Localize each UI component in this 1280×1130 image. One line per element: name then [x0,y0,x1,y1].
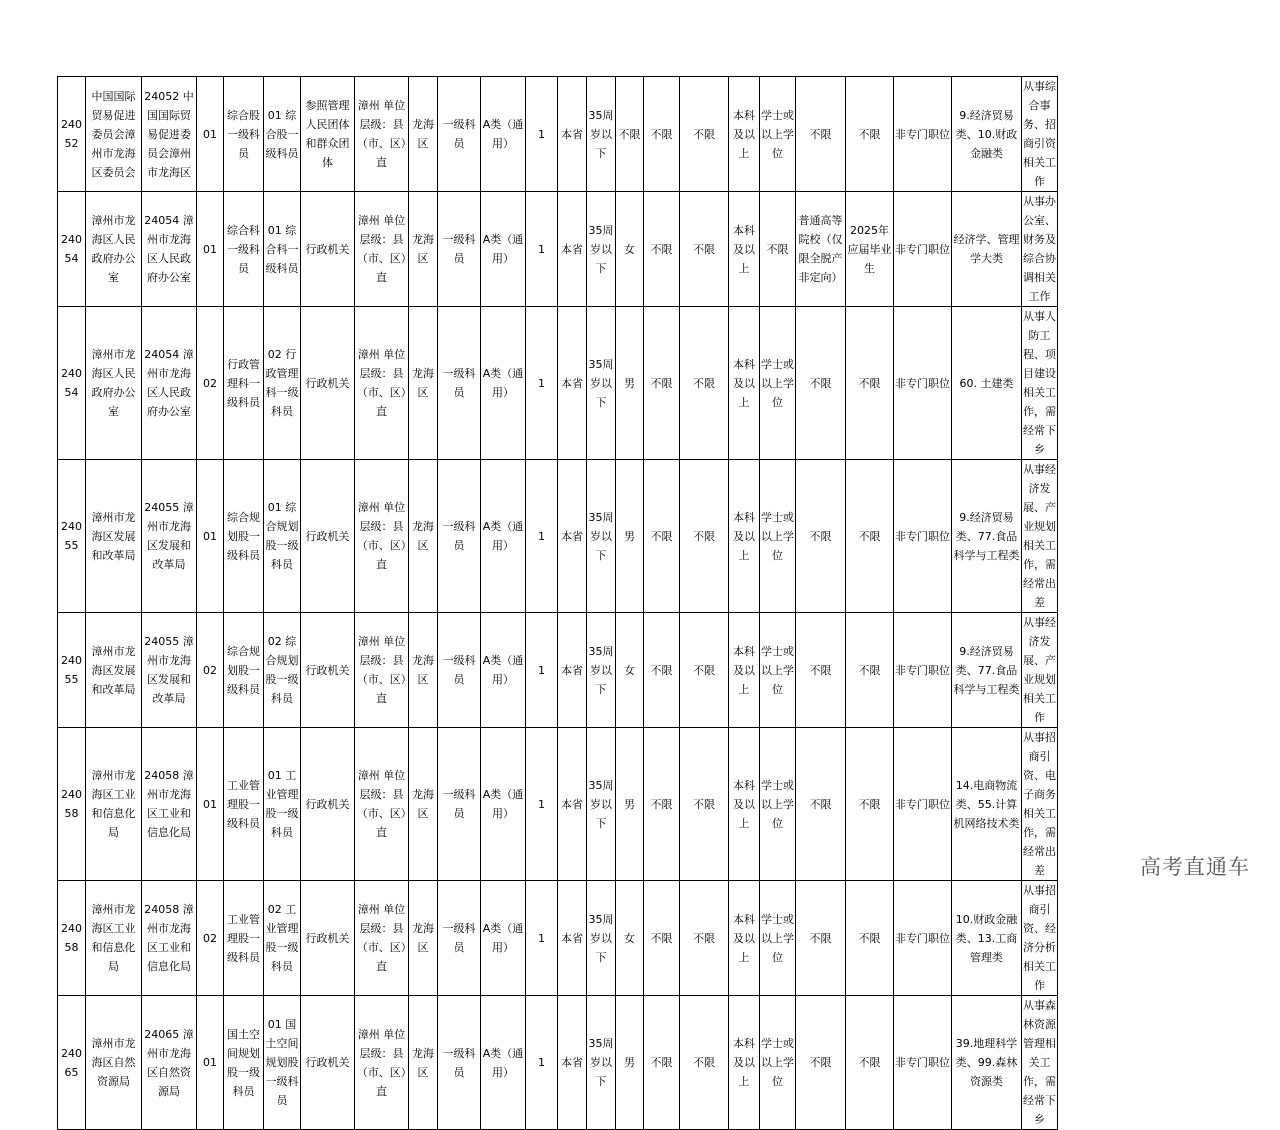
cell-gender: 不限 [616,77,644,192]
cell-political: 不限 [680,728,729,881]
cell-area: 龙海区 [409,881,438,996]
cell-education: 本科及以上 [729,77,760,192]
cell-count: 1 [526,613,558,728]
cell-code: 24054 [58,192,86,307]
cell-area: 龙海区 [409,996,438,1130]
cell-org: 漳州市龙海区人民政府办公室 [86,307,142,460]
cell-major: 9.经济贸易类、77.食品科学与工程类 [952,460,1022,613]
cell-major: 经济学、管理学大类 [952,192,1022,307]
cell-education: 本科及以上 [729,728,760,881]
cell-seq: 02 [197,613,224,728]
cell-post-code: 01 国土空间规划股一级科员 [264,996,301,1130]
table-row [58,728,1058,881]
cell-org: 中国国际贸易促进委员会漳州市龙海区委员会 [86,77,142,192]
cell-duty: 从事人防工程、项目建设相关工作，需经常下乡 [1022,307,1058,460]
cell-count: 1 [526,307,558,460]
cell-org: 漳州市龙海区发展和改革局 [86,460,142,613]
cell-major: 14.电商物流类、55.计算机网络技术类 [952,728,1022,881]
cell-post-type: 非专门职位 [894,881,952,996]
cell-rank: 一级科员 [438,192,481,307]
cell-seq: 01 [197,460,224,613]
cell-level: 漳州 单位层级：县（市、区）直 [355,192,409,307]
cell-level: 漳州 单位层级：县（市、区）直 [355,307,409,460]
cell-nature: 行政机关 [301,728,355,881]
cell-scope: 本省 [558,460,587,613]
cell-post-code: 02 综合规划股一级科员 [264,613,301,728]
cell-age: 35周岁以下 [587,728,616,881]
cell-age: 35周岁以下 [587,996,616,1130]
cell-count: 1 [526,728,558,881]
cell-ethnic: 不限 [644,613,680,728]
cell-duty: 从事森林资源管理相关工作，需经常下乡 [1022,996,1058,1130]
cell-org: 漳州市龙海区工业和信息化局 [86,728,142,881]
cell-ethnic: 不限 [644,881,680,996]
cell-post-type: 非专门职位 [894,307,952,460]
cell-post-code: 01 综合科一级科员 [264,192,301,307]
cell-scope: 本省 [558,307,587,460]
cell-source: 不限 [796,460,846,613]
table-row [58,460,1058,613]
cell-age: 35周岁以下 [587,192,616,307]
cell-ethnic: 不限 [644,307,680,460]
cell-post: 综合规划股一级科员 [224,460,264,613]
cell-special: 不限 [846,881,894,996]
cell-org: 漳州市龙海区发展和改革局 [86,613,142,728]
cell-count: 1 [526,77,558,192]
cell-degree: 学士或以上学位 [760,77,796,192]
cell-special: 2025年应届毕业生 [846,192,894,307]
cell-scope: 本省 [558,881,587,996]
cell-nature: 行政机关 [301,613,355,728]
cell-major: 9.经济贸易类、10.财政金融类 [952,77,1022,192]
cell-level: 漳州 单位层级：县（市、区）直 [355,996,409,1130]
cell-category: A类（通用） [481,460,526,613]
cell-area: 龙海区 [409,77,438,192]
cell-seq: 01 [197,77,224,192]
cell-count: 1 [526,881,558,996]
cell-degree: 学士或以上学位 [760,728,796,881]
cell-nature: 行政机关 [301,996,355,1130]
cell-gender: 女 [616,192,644,307]
cell-degree: 学士或以上学位 [760,881,796,996]
cell-major: 9.经济贸易类、77.食品科学与工程类 [952,613,1022,728]
cell-unit: 24058 漳州市龙海区工业和信息化局 [142,728,197,881]
cell-ethnic: 不限 [644,460,680,613]
cell-special: 不限 [846,996,894,1130]
cell-education: 本科及以上 [729,613,760,728]
cell-major: 60. 土建类 [952,307,1022,460]
cell-unit: 24052 中国国际贸易促进委员会漳州市龙海区 [142,77,197,192]
cell-nature: 参照管理人民团体和群众团体 [301,77,355,192]
cell-unit: 24065 漳州市龙海区自然资源局 [142,996,197,1130]
cell-rank: 一级科员 [438,613,481,728]
cell-count: 1 [526,996,558,1130]
table-row [58,192,1058,307]
cell-code: 24065 [58,996,86,1130]
cell-category: A类（通用） [481,881,526,996]
cell-post: 国土空间规划股一级科员 [224,996,264,1130]
cell-scope: 本省 [558,192,587,307]
cell-scope: 本省 [558,728,587,881]
cell-degree: 学士或以上学位 [760,307,796,460]
cell-political: 不限 [680,881,729,996]
table-row [58,613,1058,728]
cell-seq: 02 [197,307,224,460]
cell-area: 龙海区 [409,460,438,613]
cell-education: 本科及以上 [729,192,760,307]
cell-unit: 24055 漳州市龙海区发展和改革局 [142,613,197,728]
cell-special: 不限 [846,728,894,881]
cell-degree: 学士或以上学位 [760,613,796,728]
cell-count: 1 [526,192,558,307]
cell-source: 不限 [796,307,846,460]
cell-source: 不限 [796,77,846,192]
cell-nature: 行政机关 [301,881,355,996]
cell-category: A类（通用） [481,613,526,728]
cell-major: 39.地理科学类、99.森林资源类 [952,996,1022,1130]
cell-special: 不限 [846,77,894,192]
cell-ethnic: 不限 [644,996,680,1130]
cell-political: 不限 [680,192,729,307]
cell-source: 普通高等院校（仅限全脱产非定向） [796,192,846,307]
cell-rank: 一级科员 [438,996,481,1130]
cell-age: 35周岁以下 [587,77,616,192]
cell-nature: 行政机关 [301,192,355,307]
cell-political: 不限 [680,77,729,192]
cell-level: 漳州 单位层级：县（市、区）直 [355,460,409,613]
cell-post-type: 非专门职位 [894,192,952,307]
cell-post: 工业管理股一级科员 [224,728,264,881]
cell-code: 24055 [58,613,86,728]
cell-political: 不限 [680,460,729,613]
cell-rank: 一级科员 [438,307,481,460]
cell-degree: 不限 [760,192,796,307]
cell-ethnic: 不限 [644,77,680,192]
cell-post-type: 非专门职位 [894,996,952,1130]
cell-post-code: 01 综合规划股一级科员 [264,460,301,613]
cell-unit: 24055 漳州市龙海区发展和改革局 [142,460,197,613]
table-row [58,881,1058,996]
cell-political: 不限 [680,996,729,1130]
cell-duty: 从事办公室、财务及综合协调相关工作 [1022,192,1058,307]
cell-unit: 24054 漳州市龙海区人民政府办公室 [142,307,197,460]
cell-special: 不限 [846,460,894,613]
cell-post: 综合股一级科员 [224,77,264,192]
cell-org: 漳州市龙海区人民政府办公室 [86,192,142,307]
cell-age: 35周岁以下 [587,881,616,996]
cell-scope: 本省 [558,613,587,728]
cell-scope: 本省 [558,996,587,1130]
cell-gender: 男 [616,460,644,613]
cell-source: 不限 [796,728,846,881]
cell-post-code: 02 行政管理科一级科员 [264,307,301,460]
cell-area: 龙海区 [409,613,438,728]
cell-category: A类（通用） [481,77,526,192]
cell-code: 24055 [58,460,86,613]
cell-post: 行政管理科一级科员 [224,307,264,460]
cell-seq: 02 [197,881,224,996]
cell-nature: 行政机关 [301,460,355,613]
cell-rank: 一级科员 [438,460,481,613]
cell-area: 龙海区 [409,307,438,460]
cell-gender: 女 [616,613,644,728]
cell-seq: 01 [197,728,224,881]
cell-code: 24052 [58,77,86,192]
cell-post-type: 非专门职位 [894,728,952,881]
cell-post: 工业管理股一级科员 [224,881,264,996]
cell-ethnic: 不限 [644,728,680,881]
cell-political: 不限 [680,307,729,460]
cell-unit: 24054 漳州市龙海区人民政府办公室 [142,192,197,307]
cell-post: 综合规划股一级科员 [224,613,264,728]
cell-gender: 男 [616,307,644,460]
cell-gender: 男 [616,996,644,1130]
cell-category: A类（通用） [481,996,526,1130]
cell-code: 24054 [58,307,86,460]
cell-education: 本科及以上 [729,460,760,613]
cell-code: 24058 [58,881,86,996]
cell-post-code: 01 综合股一级科员 [264,77,301,192]
cell-duty: 从事综合事务、招商引资相关工作 [1022,77,1058,192]
cell-ethnic: 不限 [644,192,680,307]
cell-duty: 从事经济发展、产业规划相关工作 [1022,613,1058,728]
cell-org: 漳州市龙海区自然资源局 [86,996,142,1130]
cell-duty: 从事招商引资、经济分析相关工作 [1022,881,1058,996]
cell-org: 漳州市龙海区工业和信息化局 [86,881,142,996]
cell-level: 漳州 单位层级：县（市、区）直 [355,613,409,728]
cell-degree: 学士或以上学位 [760,460,796,613]
cell-area: 龙海区 [409,728,438,881]
cell-rank: 一级科员 [438,728,481,881]
cell-area: 龙海区 [409,192,438,307]
table-row [58,307,1058,460]
cell-scope: 本省 [558,77,587,192]
cell-nature: 行政机关 [301,307,355,460]
cell-post-type: 非专门职位 [894,77,952,192]
watermark-logo-text: 高考直通车 [1140,855,1250,879]
cell-count: 1 [526,460,558,613]
cell-post: 综合科一级科员 [224,192,264,307]
table-row [58,996,1058,1130]
cell-political: 不限 [680,613,729,728]
cell-source: 不限 [796,996,846,1130]
cell-degree: 学士或以上学位 [760,996,796,1130]
cell-education: 本科及以上 [729,307,760,460]
cell-education: 本科及以上 [729,881,760,996]
cell-special: 不限 [846,613,894,728]
cell-post-code: 01 工业管理股一级科员 [264,728,301,881]
cell-seq: 01 [197,996,224,1130]
cell-category: A类（通用） [481,192,526,307]
table-row [58,77,1058,192]
job-listing-table [57,76,1058,1130]
cell-category: A类（通用） [481,728,526,881]
cell-gender: 女 [616,881,644,996]
cell-seq: 01 [197,192,224,307]
cell-duty: 从事经济发展、产业规划相关工作，需经常出差 [1022,460,1058,613]
cell-duty: 从事招商引资、电子商务相关工作，需经常出差 [1022,728,1058,881]
cell-age: 35周岁以下 [587,460,616,613]
cell-level: 漳州 单位层级：县（市、区）直 [355,728,409,881]
cell-level: 漳州 单位层级：县（市、区）直 [355,881,409,996]
cell-rank: 一级科员 [438,881,481,996]
cell-post-type: 非专门职位 [894,460,952,613]
cell-age: 35周岁以下 [587,613,616,728]
cell-category: A类（通用） [481,307,526,460]
cell-source: 不限 [796,881,846,996]
cell-level: 漳州 单位层级：县（市、区）直 [355,77,409,192]
cell-unit: 24058 漳州市龙海区工业和信息化局 [142,881,197,996]
cell-post-type: 非专门职位 [894,613,952,728]
cell-age: 35周岁以下 [587,307,616,460]
cell-source: 不限 [796,613,846,728]
cell-post-code: 02 工业管理股一级科员 [264,881,301,996]
cell-gender: 男 [616,728,644,881]
cell-major: 10.财政金融类、13.工商管理类 [952,881,1022,996]
cell-special: 不限 [846,307,894,460]
cell-education: 本科及以上 [729,996,760,1130]
cell-code: 24058 [58,728,86,881]
cell-rank: 一级科员 [438,77,481,192]
